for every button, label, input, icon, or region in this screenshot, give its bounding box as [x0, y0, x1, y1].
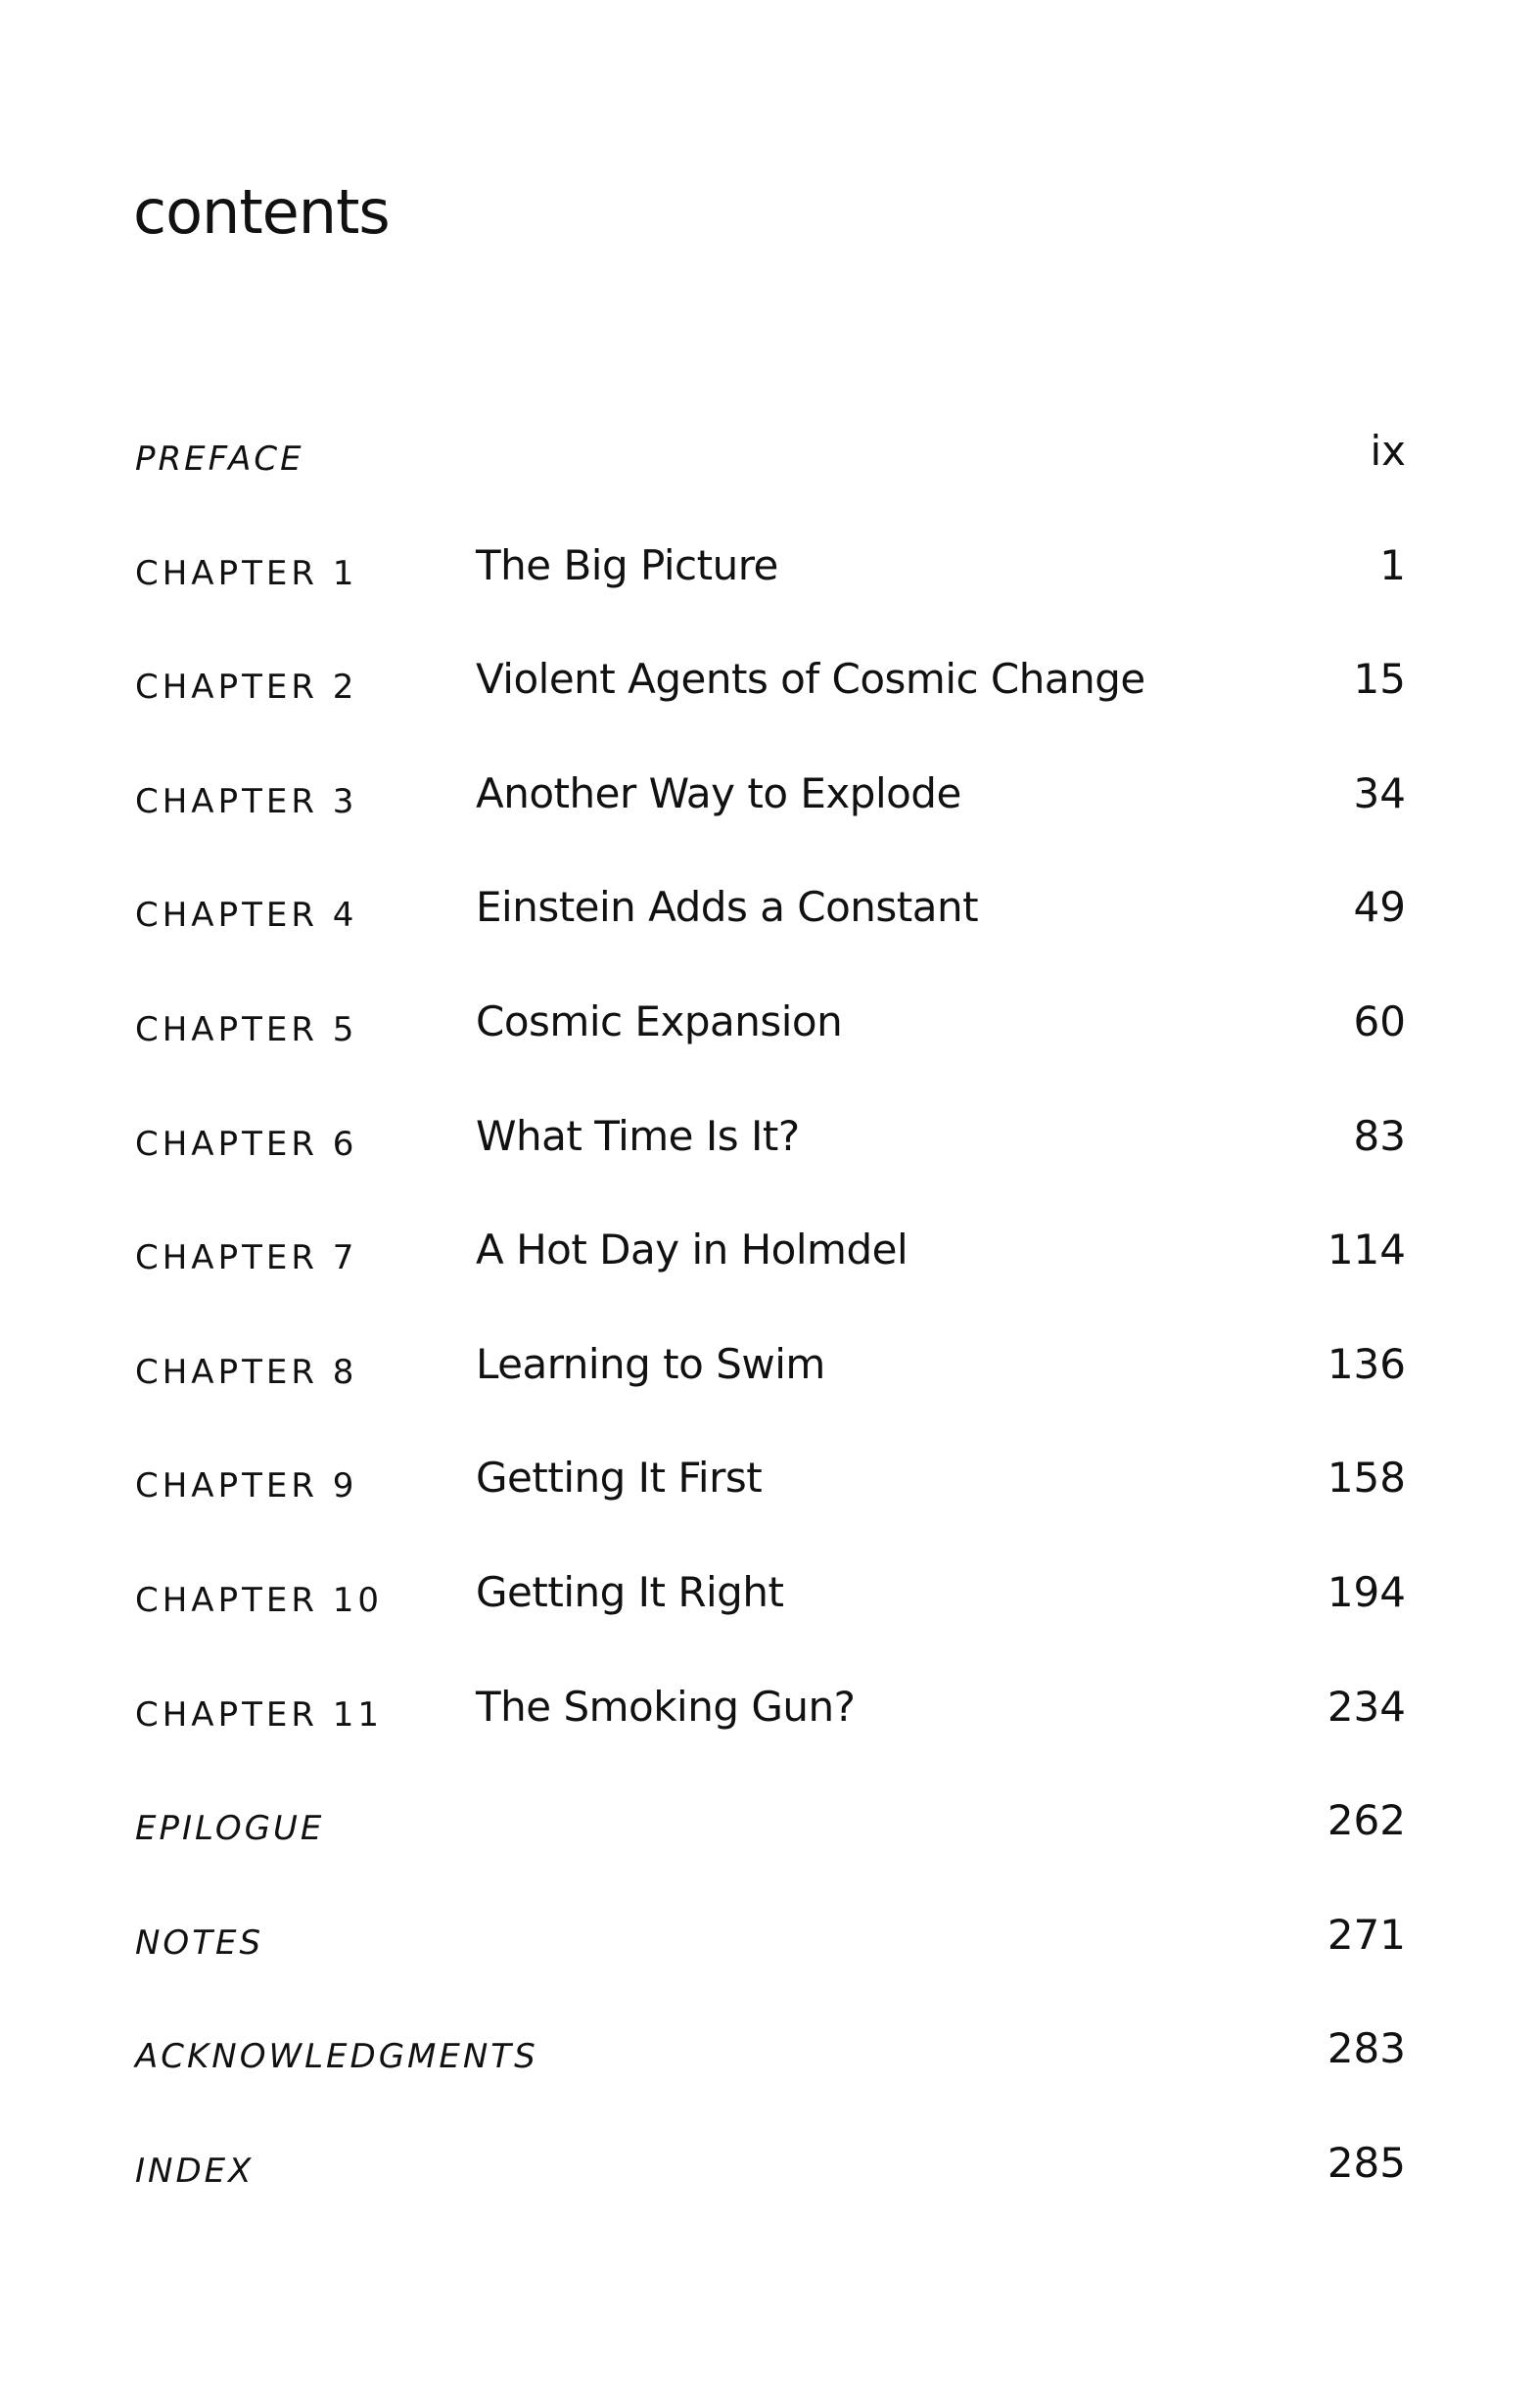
- toc-label: CHAPTER 7: [135, 1238, 358, 1278]
- toc-entry-chapter-11: [133, 1677, 1406, 1791]
- toc-page-number: ix: [1370, 427, 1406, 475]
- toc-label: CHAPTER 9: [135, 1466, 358, 1506]
- toc-label: ACKNOWLEDGMENTS: [135, 2037, 538, 2077]
- toc-page-number: 34: [1353, 768, 1406, 817]
- toc-title: Violent Agents of Cosmic Change: [476, 655, 1145, 704]
- toc-label: EPILOGUE: [135, 1809, 325, 1849]
- toc-page-number: 60: [1353, 996, 1406, 1045]
- toc-label: INDEX: [135, 2151, 255, 2191]
- toc-page-number: 49: [1353, 883, 1406, 932]
- toc-label: CHAPTER 8: [135, 1352, 358, 1392]
- toc-entry-chapter-2: [133, 649, 1406, 764]
- toc-page-number: 262: [1327, 1796, 1406, 1845]
- toc-title: Getting It First: [476, 1454, 763, 1503]
- toc-entry-epilogue: [133, 1790, 1406, 1905]
- toc-entry-chapter-3: [133, 764, 1406, 878]
- toc-title: The Big Picture: [476, 540, 778, 589]
- toc-page-number: 234: [1327, 1682, 1406, 1731]
- toc-title: Einstein Adds a Constant: [476, 883, 979, 932]
- toc-page-number: 158: [1327, 1454, 1406, 1503]
- toc-label: PREFACE: [135, 440, 304, 479]
- toc-entry-chapter-4: [133, 877, 1406, 992]
- toc-title: Another Way to Explode: [476, 768, 961, 817]
- toc-title: The Smoking Gun?: [476, 1682, 856, 1731]
- toc-page-number: 194: [1327, 1567, 1406, 1616]
- toc-label: CHAPTER 11: [135, 1694, 384, 1735]
- toc-entry-acknowledgments: [133, 2018, 1406, 2133]
- toc-entry-chapter-9: [133, 1448, 1406, 1562]
- toc-page-number: 283: [1327, 2024, 1406, 2073]
- toc-label: CHAPTER 3: [135, 781, 358, 821]
- toc-entry-notes: [133, 1905, 1406, 2019]
- toc-entry-chapter-5: [133, 992, 1406, 1106]
- toc-entry-preface: [133, 421, 1406, 535]
- table-of-contents: [133, 421, 1406, 2247]
- toc-label: CHAPTER 1: [135, 553, 358, 593]
- toc-page-number: 15: [1353, 655, 1406, 704]
- toc-label: CHAPTER 5: [135, 1009, 358, 1049]
- toc-title: A Hot Day in Holmdel: [476, 1226, 908, 1274]
- toc-label: CHAPTER 4: [135, 896, 358, 936]
- toc-entry-chapter-10: [133, 1562, 1406, 1677]
- page-title: contents: [133, 176, 390, 248]
- toc-label: NOTES: [135, 1922, 264, 1963]
- toc-title: Learning to Swim: [476, 1339, 825, 1388]
- toc-label: CHAPTER 6: [135, 1124, 358, 1164]
- toc-title: What Time Is It?: [476, 1111, 800, 1160]
- toc-entry-chapter-1: [133, 535, 1406, 650]
- toc-page-number: 285: [1327, 2138, 1406, 2187]
- toc-entry-chapter-8: [133, 1334, 1406, 1449]
- toc-title: Getting It Right: [476, 1567, 784, 1616]
- toc-entry-chapter-7: [133, 1220, 1406, 1334]
- toc-entry-chapter-6: [133, 1106, 1406, 1221]
- toc-entry-index: [133, 2133, 1406, 2247]
- toc-label: CHAPTER 2: [135, 668, 358, 708]
- toc-page-number: 136: [1327, 1339, 1406, 1388]
- toc-page-number: 114: [1327, 1226, 1406, 1274]
- toc-page-number: 1: [1379, 540, 1406, 589]
- toc-page-number: 83: [1353, 1111, 1406, 1160]
- toc-label: CHAPTER 10: [135, 1580, 384, 1620]
- toc-page-number: 271: [1327, 1910, 1406, 1959]
- toc-title: Cosmic Expansion: [476, 996, 843, 1045]
